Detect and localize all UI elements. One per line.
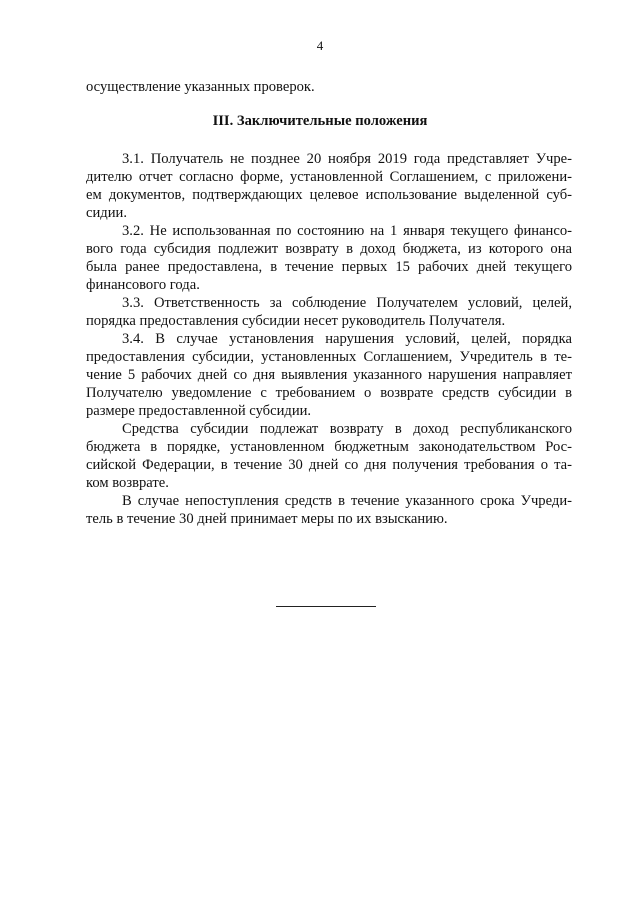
text-line: ем документов, подтверждающих целевое использование выделенной суб- [86, 187, 572, 203]
text-line: 3.4. В случае установления нарушения условий, целей, порядка [122, 331, 572, 347]
text-line: размере предоставленной субсидии. [86, 403, 312, 419]
text-line: 3.1. Получатель не позднее 20 ноября 2019 года представляет Учре- [122, 151, 572, 167]
text-line: 3.2. Не использованная по состоянию на 1 января текущего финансо- [122, 223, 572, 239]
page-number: 4 [316, 38, 324, 53]
text-line: бюджета в порядке, установленном бюджетным законодательством Рос- [86, 439, 572, 455]
text-line: сидии. [86, 205, 127, 221]
text-line: сийской Федерации, в течение 30 дней со дня получения требования о та- [86, 457, 572, 473]
text-line: была ранее предоставлена, в течение первых 15 рабочих дней текущего [86, 259, 572, 275]
text-line: вого года субсидия подлежит возврату в доход бюджета, из которого она [86, 241, 572, 257]
text-line: дителю отчет согласно форме, установленной Соглашением, с приложени- [86, 169, 572, 185]
end-of-document-rule [276, 606, 376, 607]
text-line: чение 5 рабочих дней со дня выявления указанного нарушения направляет [86, 367, 572, 383]
text-line: тель в течение 30 дней принимает меры по их взысканию. [86, 511, 448, 527]
text-line: Получателю уведомление с требованием о возврате средств субсидии в [86, 385, 572, 401]
text-line: порядка предоставления субсидии несет руководитель Получателя. [86, 313, 506, 329]
intro-line: осуществление указанных проверок. [86, 79, 315, 95]
text-line: Средства субсидии подлежат возврату в доход республиканского [122, 421, 572, 437]
text-line: В случае непоступления средств в течение указанного срока Учреди- [122, 493, 572, 509]
text-line: финансового года. [86, 277, 200, 293]
text-line: ком возврате. [86, 475, 169, 491]
text-line: 3.3. Ответственность за соблюдение Получателем условий, целей, [122, 295, 572, 311]
section-title: III. Заключительные положения [212, 113, 428, 129]
text-line: предоставления субсидии, установленных Соглашением, Учредитель в те- [86, 349, 572, 365]
